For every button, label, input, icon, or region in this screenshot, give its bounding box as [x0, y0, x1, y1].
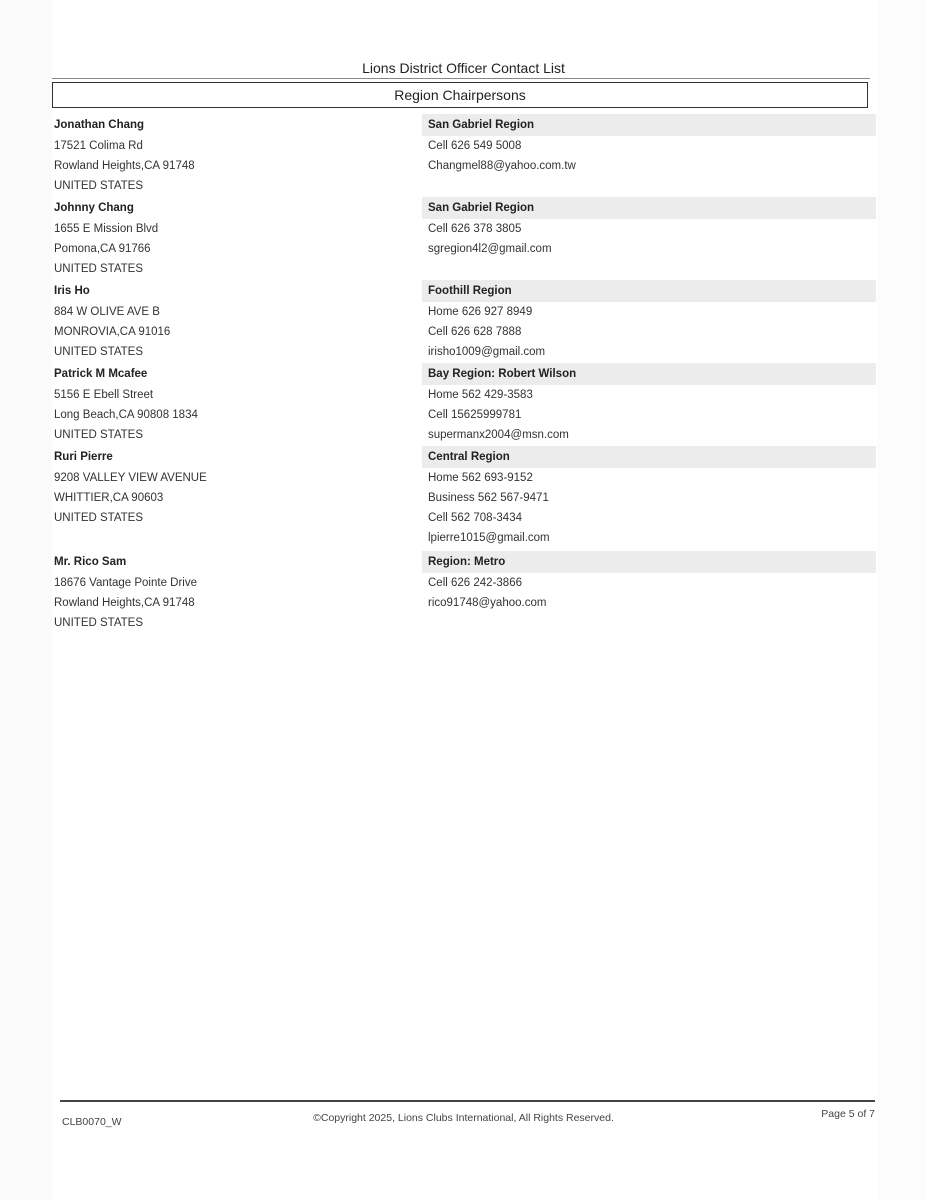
- officer-address-block: [54, 551, 414, 633]
- contact-entry: [52, 197, 876, 279]
- officer-contact-block: [428, 280, 868, 362]
- officer-address-block: [54, 363, 414, 445]
- page-number: Page 5 of 7: [821, 1108, 875, 1120]
- region-name: Central Region: [428, 451, 510, 463]
- region-name: San Gabriel Region: [428, 119, 535, 131]
- officer-contact-block: [428, 446, 868, 548]
- officer-address-block: [54, 446, 414, 528]
- contact-line: Cell 15625999781: [428, 409, 522, 421]
- region-name: Foothill Region: [428, 285, 512, 297]
- officer-address-block: [54, 114, 414, 196]
- section-header: [52, 82, 868, 108]
- address-line: 18676 Vantage Pointe Drive: [54, 577, 197, 589]
- officer-name: Ruri Pierre: [54, 451, 113, 463]
- contact-entry: [52, 446, 876, 548]
- contact-line: Changmel88@yahoo.com.tw: [428, 160, 576, 172]
- officer-contact-block: [428, 114, 868, 176]
- address-line: UNITED STATES: [54, 429, 144, 441]
- address-line: Pomona,CA 91766: [54, 243, 151, 255]
- contact-line: Cell 626 242-3866: [428, 577, 522, 589]
- officer-name: Jonathan Chang: [54, 119, 145, 131]
- contact-line: Cell 562 708-3434: [428, 512, 522, 524]
- address-line: 1655 E Mission Blvd: [54, 223, 159, 235]
- contact-entry: [52, 363, 876, 445]
- scan-margin-left: [0, 0, 52, 1200]
- contact-entry: [52, 280, 876, 362]
- contact-line: Cell 626 549 5008: [428, 140, 522, 152]
- document-title: Lions District Officer Contact List: [362, 60, 565, 76]
- contact-line: Cell 626 628 7888: [428, 326, 522, 338]
- officer-contact-block: [428, 551, 868, 613]
- address-line: UNITED STATES: [54, 617, 144, 629]
- address-line: 884 W OLIVE AVE B: [54, 306, 160, 318]
- address-line: Rowland Heights,CA 91748: [54, 160, 195, 172]
- officer-name: Mr. Rico Sam: [54, 556, 127, 568]
- region-name: Bay Region: Robert Wilson: [428, 368, 577, 380]
- contact-line: Business 562 567-9471: [428, 492, 549, 504]
- contact-entry: [52, 551, 876, 633]
- section-title: Region Chairpersons: [394, 87, 526, 103]
- region-name: Region: Metro: [428, 556, 506, 568]
- title-rule: [52, 78, 870, 79]
- report-code: CLB0070_W: [62, 1116, 122, 1128]
- officer-address-block: [54, 197, 414, 279]
- contact-line: Home 562 429-3583: [428, 389, 533, 401]
- address-line: 17521 Colima Rd: [54, 140, 143, 152]
- officer-name: Patrick M Mcafee: [54, 368, 148, 380]
- contact-line: lpierre1015@gmail.com: [428, 532, 550, 544]
- address-line: UNITED STATES: [54, 180, 144, 192]
- footer-rule: [60, 1100, 875, 1102]
- contact-line: irisho1009@gmail.com: [428, 346, 546, 358]
- address-line: 9208 VALLEY VIEW AVENUE: [54, 472, 207, 484]
- officer-contact-block: [428, 197, 868, 259]
- address-line: UNITED STATES: [54, 346, 144, 358]
- contact-entry: [52, 114, 876, 196]
- contact-line: Home 626 927 8949: [428, 306, 533, 318]
- address-line: WHITTIER,CA 90603: [54, 492, 164, 504]
- contact-line: rico91748@yahoo.com: [428, 597, 547, 609]
- scan-margin-right: [877, 0, 927, 1200]
- address-line: MONROVIA,CA 91016: [54, 326, 171, 338]
- contact-line: sgregion4l2@gmail.com: [428, 243, 552, 255]
- officer-name: Iris Ho: [54, 285, 90, 297]
- region-name: San Gabriel Region: [428, 202, 535, 214]
- address-line: Rowland Heights,CA 91748: [54, 597, 195, 609]
- contact-line: supermanx2004@msn.com: [428, 429, 569, 441]
- contact-line: Home 562 693-9152: [428, 472, 533, 484]
- copyright-notice: ©Copyright 2025, Lions Clubs International, All Rights Reserved.: [313, 1112, 614, 1124]
- address-line: UNITED STATES: [54, 512, 144, 524]
- officer-address-block: [54, 280, 414, 362]
- address-line: 5156 E Ebell Street: [54, 389, 154, 401]
- address-line: UNITED STATES: [54, 263, 144, 275]
- officer-name: Johnny Chang: [54, 202, 134, 214]
- address-line: Long Beach,CA 90808 1834: [54, 409, 198, 421]
- officer-contact-block: [428, 363, 868, 445]
- contact-line: Cell 626 378 3805: [428, 223, 522, 235]
